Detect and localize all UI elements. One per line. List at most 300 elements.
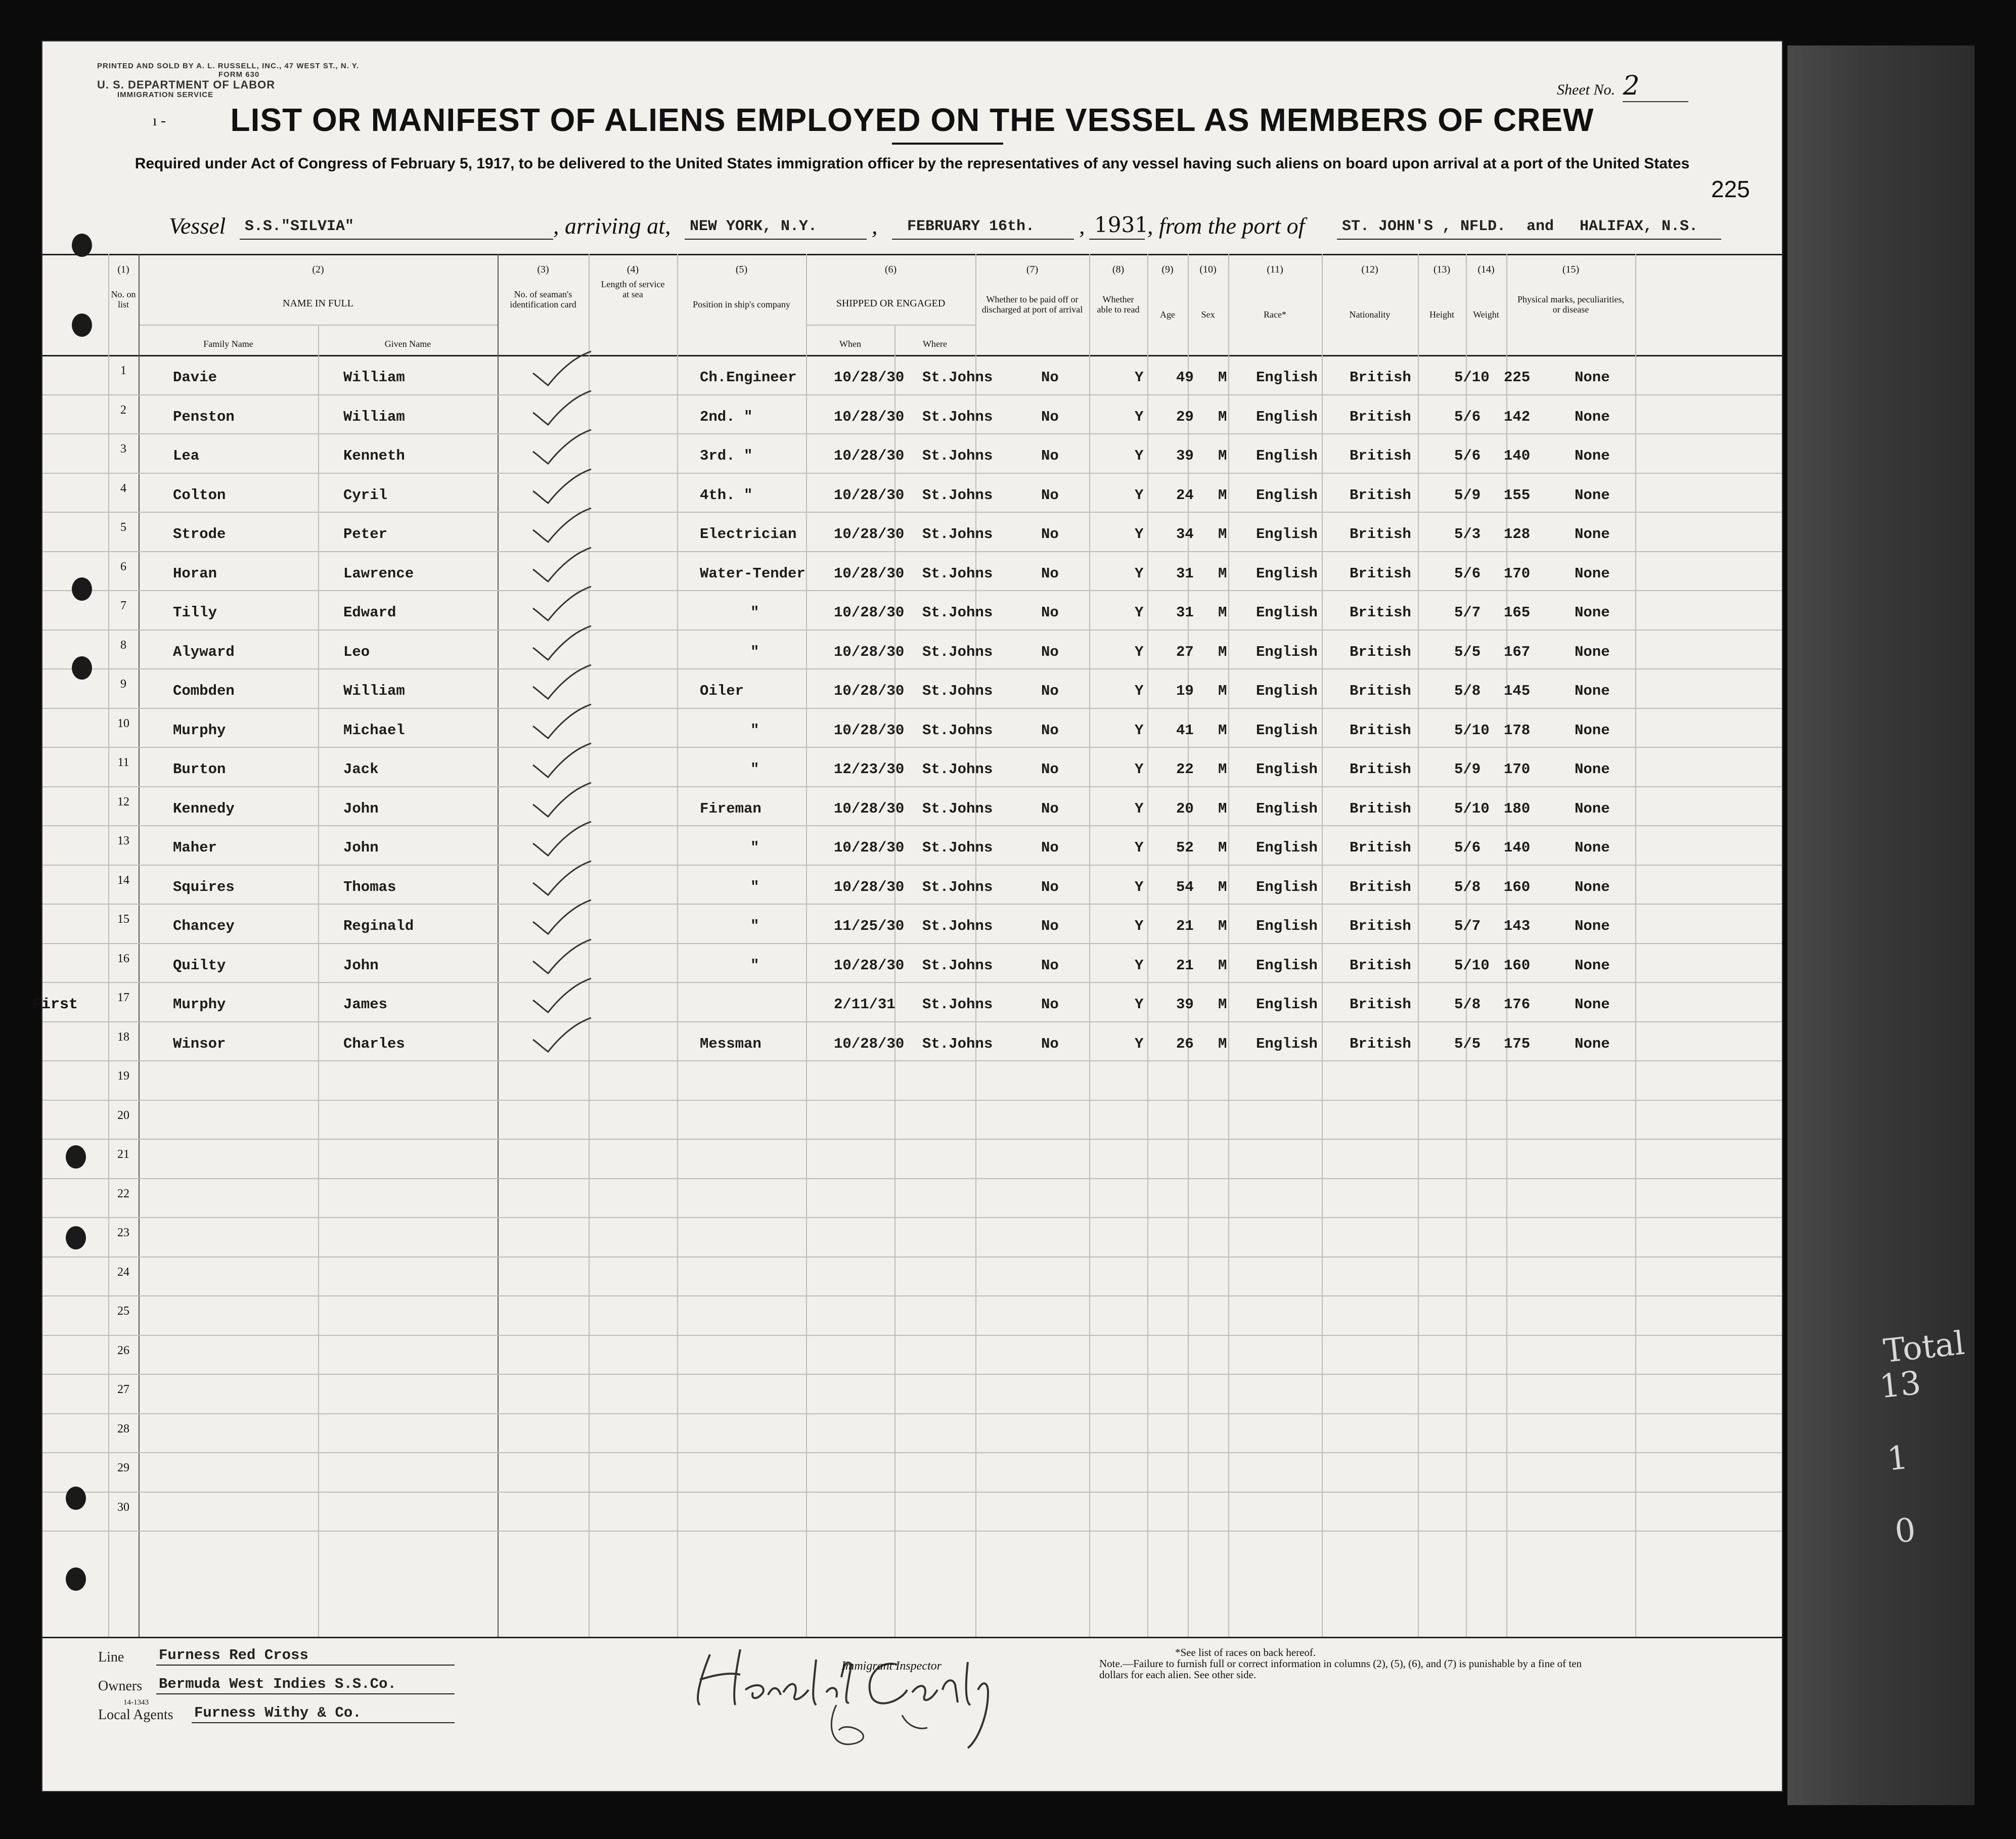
age: 21	[1176, 957, 1194, 974]
paid-off: No	[1041, 487, 1059, 504]
age: 54	[1176, 879, 1194, 895]
binder-hole	[72, 577, 92, 601]
tick-mark: ı -	[153, 112, 166, 129]
shipped-when: 10/28/30	[834, 879, 905, 895]
sheet-number-value: 2	[1623, 71, 1688, 102]
nationality: British	[1350, 604, 1411, 621]
page-number: 225	[1711, 176, 1750, 202]
position: "	[750, 761, 759, 778]
and-label: and	[1527, 218, 1554, 235]
row-number: 3	[120, 442, 126, 456]
table-row-rule	[42, 433, 1782, 434]
row-number: 10	[117, 717, 129, 730]
height: 5/6	[1454, 409, 1481, 425]
position: "	[750, 644, 759, 660]
table-column-rule	[1228, 254, 1229, 1637]
shipped-when: 10/28/30	[834, 683, 905, 699]
age: 39	[1176, 447, 1194, 464]
height: 5/8	[1454, 996, 1481, 1013]
col-num-12: (12)	[1361, 264, 1378, 275]
table-row-rule	[42, 786, 1782, 787]
nationality: British	[1350, 409, 1411, 425]
row-number: 21	[117, 1148, 129, 1161]
able-to-read: Y	[1135, 996, 1144, 1013]
race: English	[1256, 369, 1318, 386]
header-name-in-full: NAME IN FULL	[283, 298, 353, 309]
sex: M	[1218, 644, 1227, 660]
table-row-rule	[42, 1531, 1782, 1532]
checkmark-icon	[530, 584, 601, 624]
checkmark-icon	[530, 819, 601, 860]
sex: M	[1218, 918, 1227, 934]
col-num-4: (4)	[626, 264, 639, 275]
header-paid-off: Whether to be paid off or discharged at port of arrival	[981, 294, 1083, 315]
able-to-read: Y	[1135, 879, 1144, 895]
sex: M	[1218, 761, 1227, 778]
height: 5/10	[1454, 722, 1490, 739]
family-name: Quilty	[173, 957, 226, 974]
checkmark-icon	[530, 506, 601, 546]
given-name: Leo	[343, 644, 370, 660]
paid-off: No	[1041, 957, 1059, 974]
height: 5/8	[1454, 879, 1481, 895]
note-races: *See list of races on back hereof.	[1175, 1646, 1316, 1658]
table-row-rule	[42, 1257, 1782, 1258]
owners-label: Owners	[98, 1678, 143, 1694]
shipped-when: 10/28/30	[834, 957, 905, 974]
paid-off: No	[1041, 879, 1059, 895]
family-name: Colton	[173, 487, 226, 504]
margin-total-label: Total	[1881, 1324, 1966, 1371]
row-number: 13	[117, 834, 129, 847]
shipped-when: 10/28/30	[834, 644, 905, 660]
given-name: Charles	[343, 1036, 405, 1052]
given-name: Kenneth	[343, 447, 405, 464]
checkmark-icon	[530, 937, 601, 977]
weight: 145	[1504, 683, 1531, 699]
table-row-rule	[42, 1452, 1782, 1453]
family-name: Alyward	[173, 644, 235, 660]
paid-off: No	[1041, 839, 1059, 856]
header-physical-marks: Physical marks, peculiarities, or disease	[1517, 294, 1624, 315]
shipped-when: 2/11/31	[834, 996, 895, 1013]
from-label: , from the port of	[1147, 213, 1305, 239]
table-row-rule	[42, 473, 1782, 474]
shipped-where: St.Johns	[922, 604, 993, 621]
given-name: Cyril	[343, 487, 388, 504]
race: English	[1256, 565, 1318, 582]
table-column-rule	[1635, 254, 1636, 1637]
row-number: 19	[117, 1069, 129, 1083]
header-weight: Weight	[1473, 309, 1499, 320]
agents-underline	[192, 1722, 455, 1723]
table-column-rule	[139, 254, 140, 1637]
local-agents-value: Furness Withy & Co.	[194, 1705, 362, 1721]
row-number: 7	[120, 599, 126, 612]
row-number: 30	[117, 1501, 129, 1514]
table-row-rule	[42, 943, 1782, 944]
race: English	[1256, 800, 1318, 817]
shipped-where: St.Johns	[922, 879, 993, 895]
family-name: Winsor	[173, 1036, 226, 1052]
row-number: 9	[120, 678, 126, 691]
given-name: William	[343, 369, 405, 386]
physical-marks: None	[1575, 644, 1610, 660]
paid-off: No	[1041, 722, 1059, 739]
able-to-read: Y	[1135, 447, 1144, 464]
weight: 167	[1504, 644, 1531, 660]
race: English	[1256, 761, 1318, 778]
row-number: 4	[120, 482, 126, 495]
height: 5/6	[1454, 447, 1481, 464]
physical-marks: None	[1575, 487, 1610, 504]
checkmark-icon	[530, 545, 601, 586]
weight: 160	[1504, 879, 1531, 895]
physical-marks: None	[1575, 369, 1610, 386]
header-subrule-shipped	[806, 325, 975, 326]
checkmark-icon	[530, 467, 601, 507]
able-to-read: Y	[1135, 526, 1144, 543]
row-number: 8	[120, 639, 126, 652]
table-row-rule	[42, 1374, 1782, 1375]
checkmark-icon	[530, 349, 601, 389]
row-number: 16	[117, 952, 129, 965]
able-to-read: Y	[1135, 839, 1144, 856]
checkmark-icon	[530, 427, 601, 468]
able-to-read: Y	[1135, 565, 1144, 582]
table-column-rule	[498, 254, 499, 1637]
family-name: Strode	[173, 526, 226, 543]
position: "	[750, 918, 759, 934]
document-subtitle: Required under Act of Congress of February 5, 1917, to be delivered to the United States immigration officer by the representatives of any vessel having such aliens on board upon arrival at a port of the United States	[135, 155, 1690, 172]
checkmark-icon	[530, 898, 601, 938]
shipped-when: 10/28/30	[834, 409, 905, 425]
position: Electrician	[700, 526, 797, 543]
col-num-15: (15)	[1562, 264, 1580, 275]
position: "	[750, 604, 759, 621]
age: 19	[1176, 683, 1194, 699]
nationality: British	[1350, 839, 1411, 856]
height: 5/5	[1454, 1036, 1481, 1052]
col-num-1: (1)	[117, 264, 129, 275]
shipped-where: St.Johns	[922, 1036, 993, 1052]
printer-imprint	[97, 62, 359, 99]
header-nationality: Nationality	[1349, 309, 1391, 320]
family-name: Maher	[173, 839, 217, 856]
able-to-read: Y	[1135, 722, 1144, 739]
table-row-rule	[42, 1492, 1782, 1493]
table-row-rule	[42, 1295, 1782, 1296]
weight: 170	[1504, 761, 1531, 778]
table-row-rule	[42, 1413, 1782, 1414]
sex: M	[1218, 369, 1227, 386]
able-to-read: Y	[1135, 604, 1144, 621]
sex: M	[1218, 565, 1227, 582]
crew-table	[32, 254, 1782, 1637]
arriving-label: , arriving at,	[553, 213, 671, 239]
given-name: Edward	[343, 604, 396, 621]
weight: 140	[1504, 839, 1531, 856]
port-underline	[685, 239, 867, 240]
row-number: 11	[117, 756, 129, 769]
age: 27	[1176, 644, 1194, 660]
header-height: Height	[1429, 309, 1454, 320]
race: English	[1256, 644, 1318, 660]
able-to-read: Y	[1135, 369, 1144, 386]
table-column-rule	[318, 355, 319, 1637]
table-column-rule	[677, 254, 678, 1637]
table-row-rule	[42, 865, 1782, 866]
able-to-read: Y	[1135, 683, 1144, 699]
age: 21	[1176, 918, 1194, 934]
position: 2nd. "	[700, 409, 753, 425]
sex: M	[1218, 604, 1227, 621]
family-name: Combden	[173, 683, 235, 699]
race: English	[1256, 918, 1318, 934]
header-given-name: Given Name	[384, 339, 431, 349]
nationality: British	[1350, 447, 1411, 464]
table-row-rule	[42, 394, 1782, 395]
weight: 180	[1504, 800, 1531, 817]
given-name: James	[343, 996, 388, 1013]
year-underline	[1089, 239, 1145, 240]
header-race: Race*	[1264, 309, 1286, 320]
from-underline	[1337, 239, 1721, 240]
table-row-rule	[42, 551, 1782, 552]
table-row-rule	[42, 590, 1782, 591]
family-name: Kennedy	[173, 800, 235, 817]
arrival-year: 1931	[1094, 212, 1148, 237]
able-to-read: Y	[1135, 957, 1144, 974]
race: English	[1256, 604, 1318, 621]
row-number: 25	[117, 1305, 129, 1318]
table-column-rule	[1418, 254, 1419, 1637]
owners-value: Bermuda West Indies S.S.Co.	[159, 1676, 396, 1692]
paid-off: No	[1041, 761, 1059, 778]
age: 20	[1176, 800, 1194, 817]
col-num-8: (8)	[1112, 264, 1125, 275]
col-num-6: (6)	[884, 264, 897, 275]
nationality: British	[1350, 800, 1411, 817]
header-when: When	[839, 339, 861, 349]
able-to-read: Y	[1135, 1036, 1144, 1052]
physical-marks: None	[1575, 996, 1610, 1013]
nationality: British	[1350, 683, 1411, 699]
shipped-where: St.Johns	[922, 996, 993, 1013]
shipped-when: 10/28/30	[834, 800, 905, 817]
shipped-when: 11/25/30	[834, 918, 905, 934]
height: 5/6	[1454, 839, 1481, 856]
position: "	[750, 839, 759, 856]
race: English	[1256, 1036, 1318, 1052]
table-top-rule	[42, 254, 1782, 255]
margin-tally-value: 13	[1877, 1364, 1923, 1406]
document-title: LIST OR MANIFEST OF ALIENS EMPLOYED ON THE VESSEL AS MEMBERS OF CREW	[230, 102, 1594, 138]
header-no-on-list: No. on list	[111, 289, 136, 309]
checkmark-icon	[530, 623, 601, 664]
row-number: 28	[117, 1422, 129, 1436]
age: 31	[1176, 565, 1194, 582]
sheet-number-label: Sheet No.	[1557, 81, 1615, 98]
table-row-rule	[42, 630, 1782, 631]
table-row-rule	[42, 1178, 1782, 1179]
header-id-card: No. of seaman's identification card	[510, 289, 576, 309]
checkmark-icon	[530, 1015, 601, 1056]
line-label: Line	[98, 1649, 124, 1665]
binder-hole	[66, 1145, 86, 1169]
col-num-10: (10)	[1199, 264, 1217, 275]
row-number: 2	[120, 403, 126, 417]
height: 5/3	[1454, 526, 1481, 543]
col-num-3: (3)	[537, 264, 549, 275]
physical-marks: None	[1575, 918, 1610, 934]
nationality: British	[1350, 957, 1411, 974]
row-number: 22	[117, 1187, 129, 1200]
physical-marks: None	[1575, 879, 1610, 895]
shipped-when: 10/28/30	[834, 604, 905, 621]
position: Ch.Engineer	[700, 369, 797, 386]
physical-marks: None	[1575, 1036, 1610, 1052]
given-name: Lawrence	[343, 565, 414, 582]
sex: M	[1218, 409, 1227, 425]
shipped-where: St.Johns	[922, 447, 993, 464]
weight: 170	[1504, 565, 1531, 582]
paid-off: No	[1041, 565, 1059, 582]
header-able-to-read: Whether able to read	[1097, 294, 1140, 315]
form-number: FORM 630	[218, 70, 260, 79]
shipped-where: St.Johns	[922, 800, 993, 817]
shipped-where: St.Johns	[922, 839, 993, 856]
position: "	[750, 722, 759, 739]
position: Fireman	[700, 800, 761, 817]
sex: M	[1218, 839, 1227, 856]
weight: 140	[1504, 447, 1531, 464]
shipped-when: 10/28/30	[834, 1036, 905, 1052]
weight: 178	[1504, 722, 1531, 739]
family-name: Penston	[173, 409, 235, 425]
binder-hole	[72, 313, 92, 337]
nationality: British	[1350, 644, 1411, 660]
height: 5/9	[1454, 487, 1481, 504]
sex: M	[1218, 487, 1227, 504]
paid-off: No	[1041, 526, 1059, 543]
family-name: Davie	[173, 369, 217, 386]
header-sex: Sex	[1201, 309, 1215, 320]
margin-tally-value: 0	[1893, 1511, 1918, 1551]
binder-hole	[66, 1226, 86, 1249]
sheet-number	[1557, 71, 1688, 102]
checkmark-icon	[530, 976, 601, 1016]
printer-line: PRINTED AND SOLD BY A. L. RUSSELL, INC., 47 WEST ST., N. Y.	[97, 62, 360, 70]
header-bottom-rule	[42, 355, 1782, 356]
nationality: British	[1350, 526, 1411, 543]
paid-off: No	[1041, 800, 1059, 817]
row-number: 29	[117, 1461, 129, 1474]
family-name: Murphy	[173, 722, 226, 739]
shipped-where: St.Johns	[922, 526, 993, 543]
age: 34	[1176, 526, 1194, 543]
sex: M	[1218, 1036, 1227, 1052]
checkmark-icon	[530, 859, 601, 899]
binder-hole	[66, 1567, 86, 1591]
margin-tallies	[1877, 1362, 1950, 1551]
department: U. S. DEPARTMENT OF LABOR	[97, 78, 276, 91]
comma-separator: ,	[1079, 213, 1085, 239]
family-name: Murphy	[173, 996, 226, 1013]
right-margin-strip	[1787, 46, 1975, 1805]
age: 39	[1176, 996, 1194, 1013]
height: 5/7	[1454, 604, 1481, 621]
height: 5/7	[1454, 918, 1481, 934]
col-num-11: (11)	[1267, 264, 1283, 275]
header-age: Age	[1160, 309, 1175, 320]
race: English	[1256, 447, 1318, 464]
row-number: 1	[120, 364, 126, 377]
note-penalty: Note.—Failure to furnish full or correct information in columns (2), (5), (6), and (7) is punishable by a fine of ten dollars for each alien. See other side.	[1099, 1657, 1582, 1681]
shipped-where: St.Johns	[922, 487, 993, 504]
sex: M	[1218, 800, 1227, 817]
row-number: 27	[117, 1383, 129, 1396]
vessel-label: Vessel	[169, 213, 226, 239]
row-number: 15	[117, 913, 129, 926]
physical-marks: None	[1575, 683, 1610, 699]
paid-off: No	[1041, 1036, 1059, 1052]
shipped-where: St.Johns	[922, 761, 993, 778]
given-name: William	[343, 409, 405, 425]
weight: 155	[1504, 487, 1531, 504]
race: English	[1256, 487, 1318, 504]
family-name: Lea	[173, 447, 200, 464]
shipped-where: St.Johns	[922, 369, 993, 386]
position: Oiler	[700, 683, 744, 699]
able-to-read: Y	[1135, 409, 1144, 425]
able-to-read: Y	[1135, 644, 1144, 660]
title-rule	[892, 143, 1003, 145]
col-num-7: (7)	[1026, 264, 1039, 275]
arrival-date: FEBRUARY 16th.	[907, 218, 1035, 235]
height: 5/6	[1454, 565, 1481, 582]
shipped-where: St.Johns	[922, 722, 993, 739]
line-underline	[156, 1665, 455, 1666]
nationality: British	[1350, 996, 1411, 1013]
inspector-label: Immigrant Inspector	[841, 1659, 942, 1673]
shipped-when: 10/28/30	[834, 722, 905, 739]
age: 49	[1176, 369, 1194, 386]
sex: M	[1218, 957, 1227, 974]
header-position: Position in ship's company	[693, 299, 790, 309]
given-name: Thomas	[343, 879, 396, 895]
shipped-when: 10/28/30	[834, 565, 905, 582]
nationality: British	[1350, 761, 1411, 778]
table-row-rule	[42, 1217, 1782, 1218]
col-num-14: (14)	[1477, 264, 1495, 275]
shipped-where: St.Johns	[922, 683, 993, 699]
physical-marks: None	[1575, 722, 1610, 739]
sex: M	[1218, 879, 1227, 895]
row-number: 12	[117, 795, 129, 809]
physical-marks: None	[1575, 409, 1610, 425]
table-row-rule	[42, 904, 1782, 905]
height: 5/10	[1454, 957, 1490, 974]
age: 31	[1176, 604, 1194, 621]
age: 24	[1176, 487, 1194, 504]
shipped-when: 10/28/30	[834, 487, 905, 504]
header-length-of-service: Length of service at sea	[601, 279, 665, 299]
paid-off: No	[1041, 369, 1059, 386]
physical-marks: None	[1575, 604, 1610, 621]
race: English	[1256, 996, 1318, 1013]
given-name: John	[343, 957, 379, 974]
